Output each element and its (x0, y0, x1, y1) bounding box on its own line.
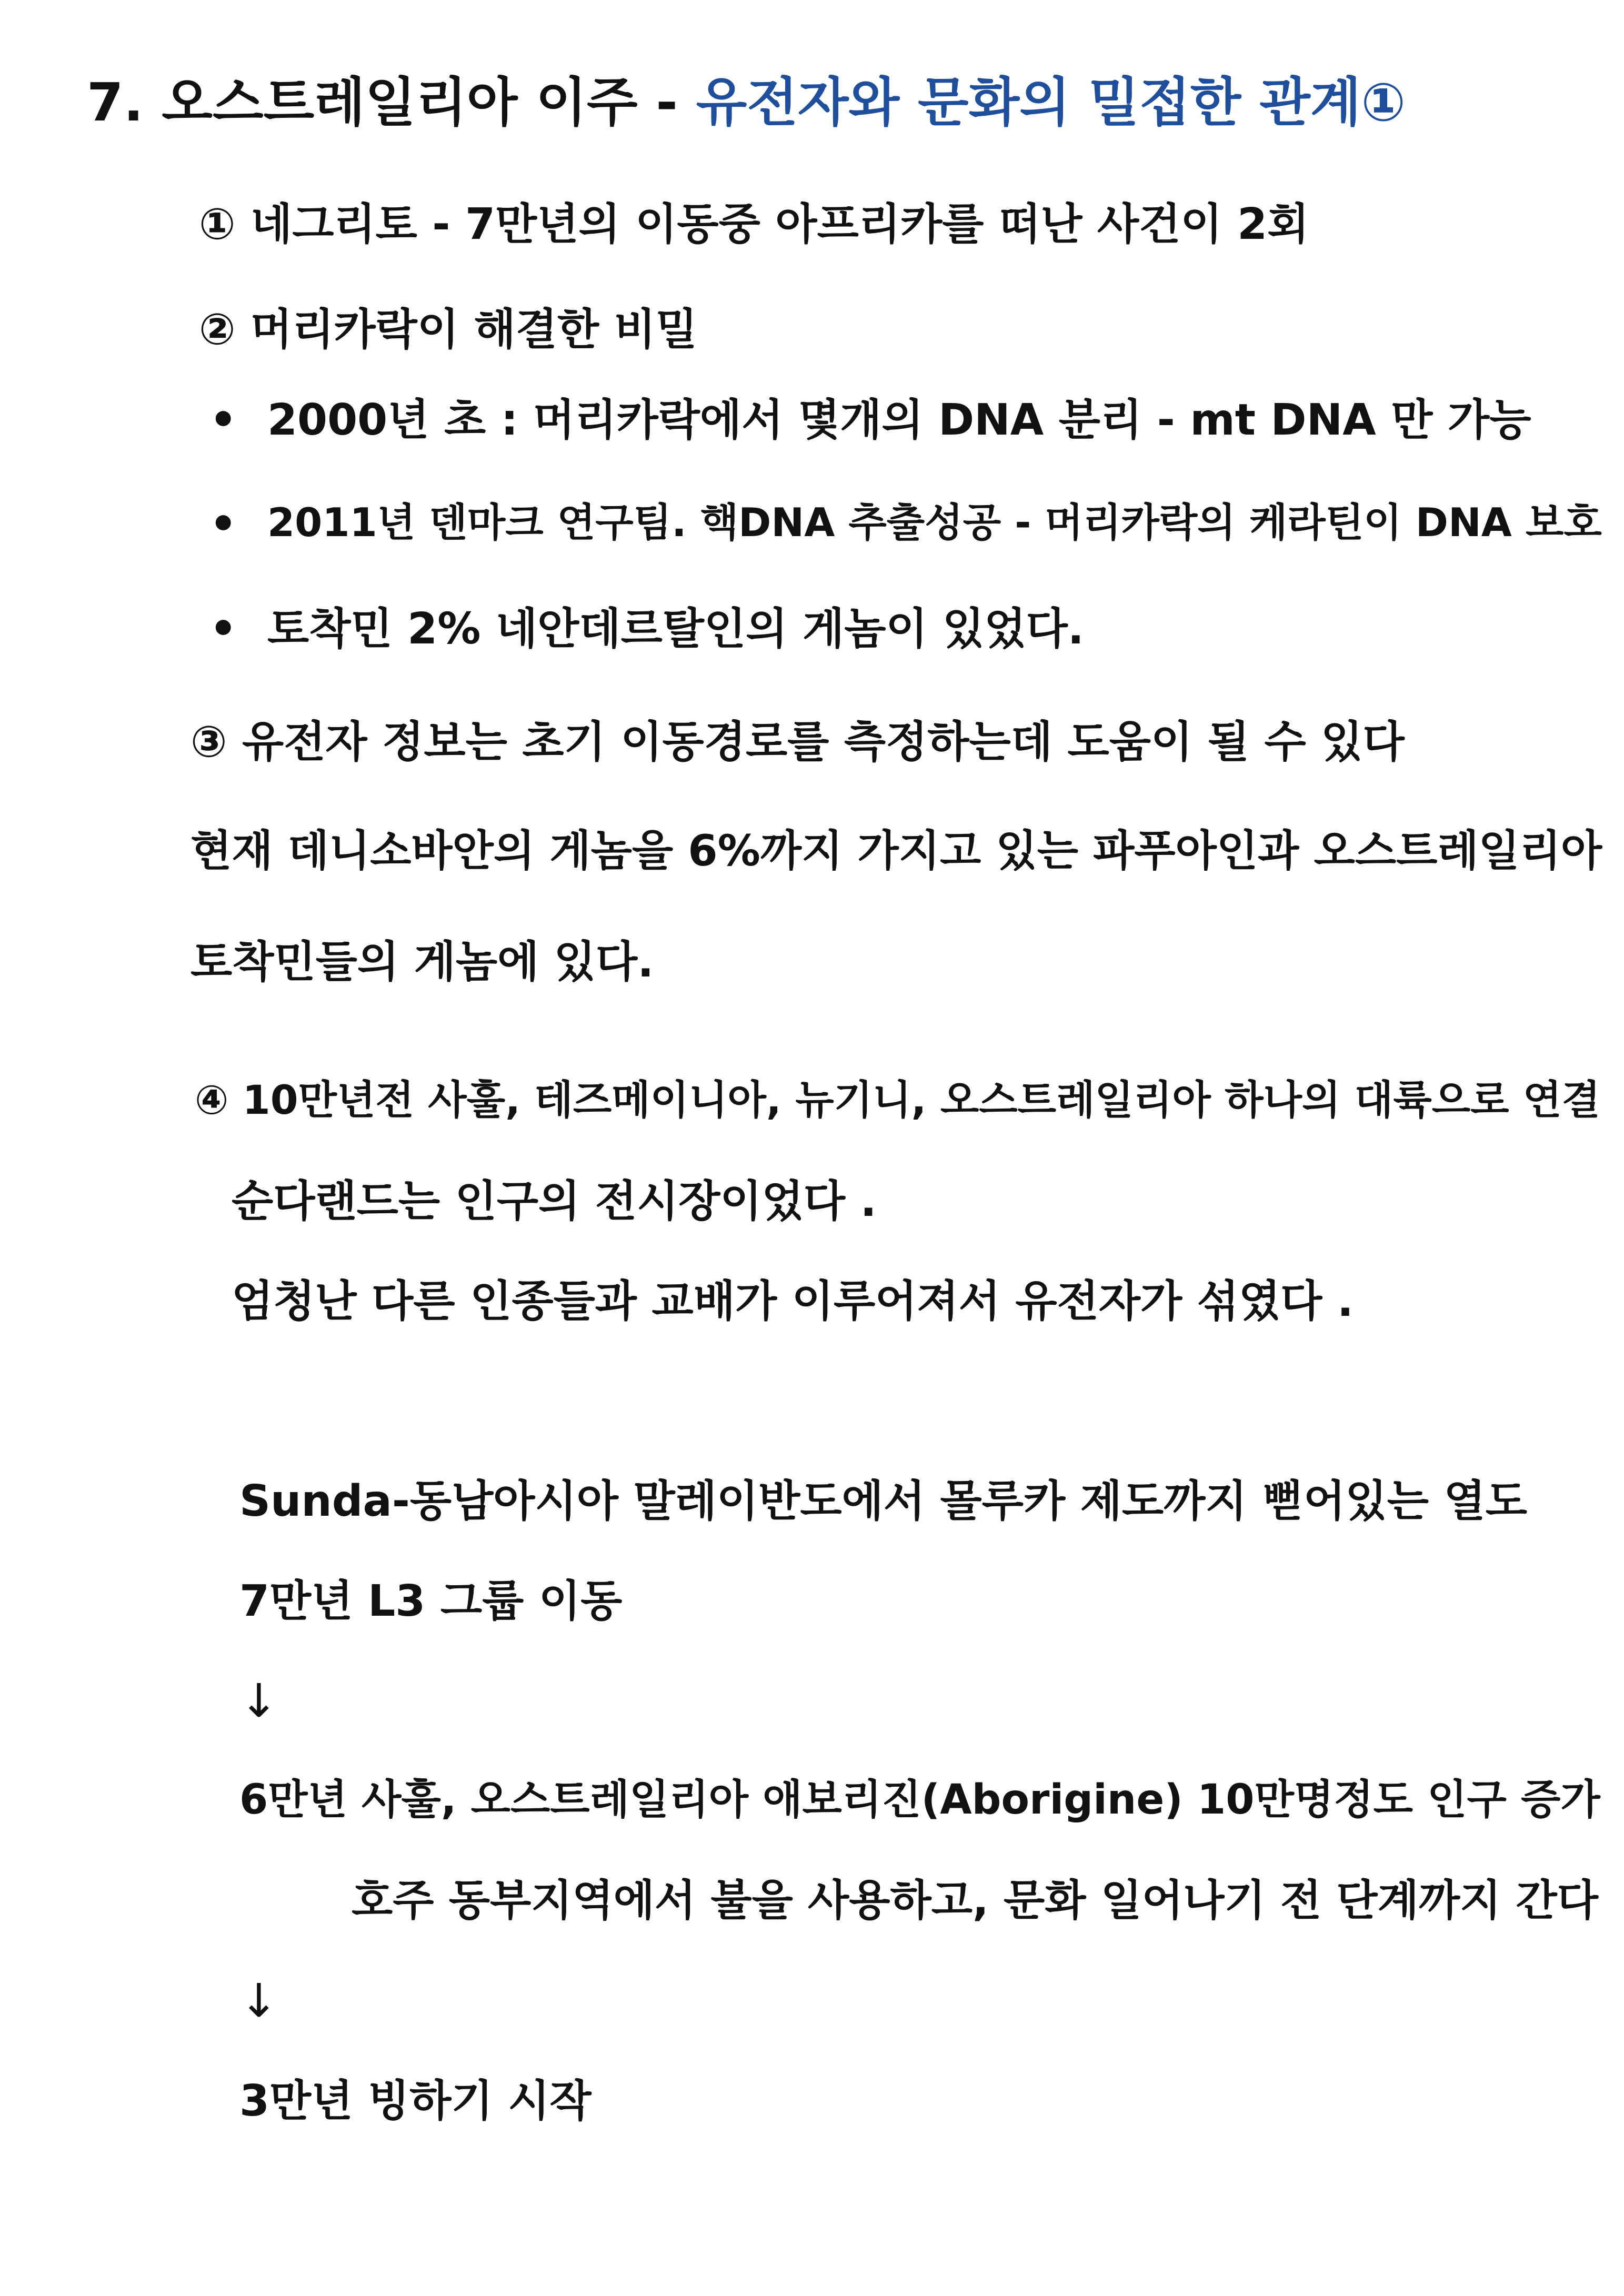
section3-line: 토착민들의 게놈에 있다. (191, 937, 654, 987)
bullet-item: 2011년 덴마크 연구팀. 핵DNA 추출성공 - 머리카락의 케라틴이 DNA 보호 (267, 499, 1602, 546)
timeline-step3: 3만년 빙하기 시작 (239, 2076, 592, 2126)
page-title (87, 71, 1406, 134)
timeline-step1: 7만년 L3 그룹 이동 (239, 1576, 623, 1626)
section2-heading: ② 머리카락이 해결한 비밀 (199, 305, 698, 355)
section3-line: 현재 데니소바안의 게놈을 6%까지 가지고 있는 파푸아인과 오스트레일리아 (191, 827, 1602, 876)
section3-heading: ③ 유전자 정보는 초기 이동경로를 측정하는데 도움이 될 수 있다 (191, 717, 1405, 767)
timeline-step2: 6만년 사훌, 오스트레일리아 애보리진(Aborigine) 10만명정도 인구 증가 (239, 1776, 1600, 1824)
section4-line: 엄청난 다른 인종들과 교배가 이루어져서 유전자가 섞였다 . (232, 1276, 1354, 1326)
section1-heading: ① 네그리토 - 7만년의 이동중 아프리카를 떠난 사건이 2회 (199, 199, 1309, 249)
title-prefix: 7. 오스트레일리아 이주 - (87, 72, 678, 133)
bullet-marker: • (209, 499, 237, 549)
down-arrow-icon: ↓ (239, 1973, 278, 2028)
section4-heading: ④ 10만년전 사훌, 테즈메이니아, 뉴기니, 오스트레일리아 하나의 대륙으로 연결 (195, 1076, 1600, 1123)
bullet-marker: • (209, 395, 237, 445)
bullet-item: 토착민 2% 네안데르탈인의 게놈이 있었다. (267, 604, 1084, 654)
down-arrow-icon: ↓ (239, 1674, 278, 1728)
section4-line: 순다랜드는 인구의 전시장이었다 . (232, 1176, 877, 1226)
bullet-marker: • (209, 604, 237, 654)
bullet-item: 2000년 초 : 머리카락에서 몇개의 DNA 분리 - mt DNA 만 가능 (267, 395, 1531, 445)
timeline-sunda: Sunda-동남아시아 말레이반도에서 몰루카 제도까지 뻗어있는 열도 (239, 1476, 1527, 1526)
title-accent: 유전자와 문화의 밀접한 관계① (696, 72, 1406, 133)
timeline-step2-detail: 호주 동부지역에서 불을 사용하고, 문화 일어나기 전 단계까지 간다 (352, 1876, 1599, 1926)
